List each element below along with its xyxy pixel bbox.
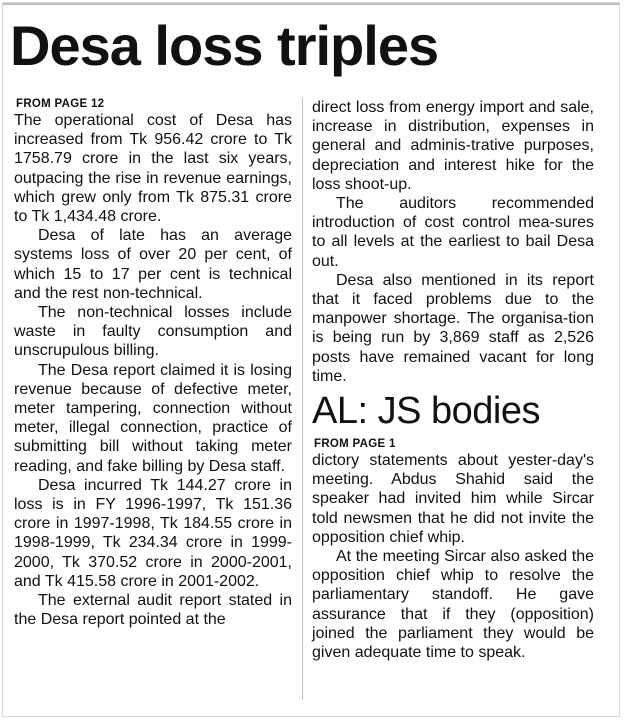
- paragraph: At the meeting Sircar also asked the opposition chief whip to resolve the parliamentary standoff. He gave assurance that if they (opposition) joined the parliament they would be given adequate time to speak.: [312, 548, 594, 662]
- paragraph: Desa also mentioned in its report that it faced problems due to the manpower shortage. The organisa-tion is being run by 3,869 staff as 2,526 posts have remained vacant for long time.: [312, 271, 594, 385]
- paragraph: The auditors recommended introduction of cost control mea-sures to all levels at the earliest to bail Desa out.: [312, 195, 594, 270]
- paragraph: The operational cost of Desa has increased from Tk 956.42 crore to Tk 1758.79 crore in the last six years, outpacing the rise in revenue earnings, which grew only from Tk 875.31 crore to Tk 1,434.48 crore.: [14, 112, 292, 226]
- paragraph: The non-technical losses include waste in faulty consumption and unscrupulous billing.: [14, 304, 292, 360]
- paragraph: The external audit report stated in the Desa report pointed at the: [14, 592, 292, 629]
- paragraph: Desa of late has an average systems loss of over 20 per cent, of which 15 to 17 per cent is technical and the rest non-technical.: [14, 227, 292, 302]
- top-rule: [3, 3, 619, 5]
- second-story-headline: AL: JS bodies: [312, 390, 540, 433]
- column-divider: [302, 98, 303, 700]
- paragraph-continuation: dictory statements about yester-day's meeting. Abdus Shahid said the speaker had invited him while Sircar told newsmen that he did not invite the opposition chief whip.: [312, 452, 594, 546]
- second-story-jump-line: FROM PAGE 1: [314, 438, 396, 451]
- left-column: [14, 98, 292, 629]
- right-column: [312, 98, 594, 662]
- paragraph: The Desa report claimed it is losing revenue because of defective meter, meter tampering, connection without meter, illegal connection, practice of submitting bill without taking meter reading, and fake billing by Desa staff.: [14, 361, 292, 475]
- headline: Desa loss triples: [10, 14, 439, 77]
- paragraph: Desa incurred Tk 144.27 crore in loss is in FY 1996-1997, Tk 151.36 crore in 1997-1998, Tk 184.55 crore in 1998-1999, Tk 234.34 crore in 1999-2000, Tk 370.52 crore in 2000-2001, and Tk 415.58 crore in 2001-2002.: [14, 476, 292, 590]
- jump-line: FROM PAGE 12: [16, 98, 105, 110]
- paragraph-continuation: direct loss from energy import and sale, increase in distribution, expenses in general and adminis-trative purposes, depreciation and interest hike for the loss shoot-up.: [312, 99, 594, 193]
